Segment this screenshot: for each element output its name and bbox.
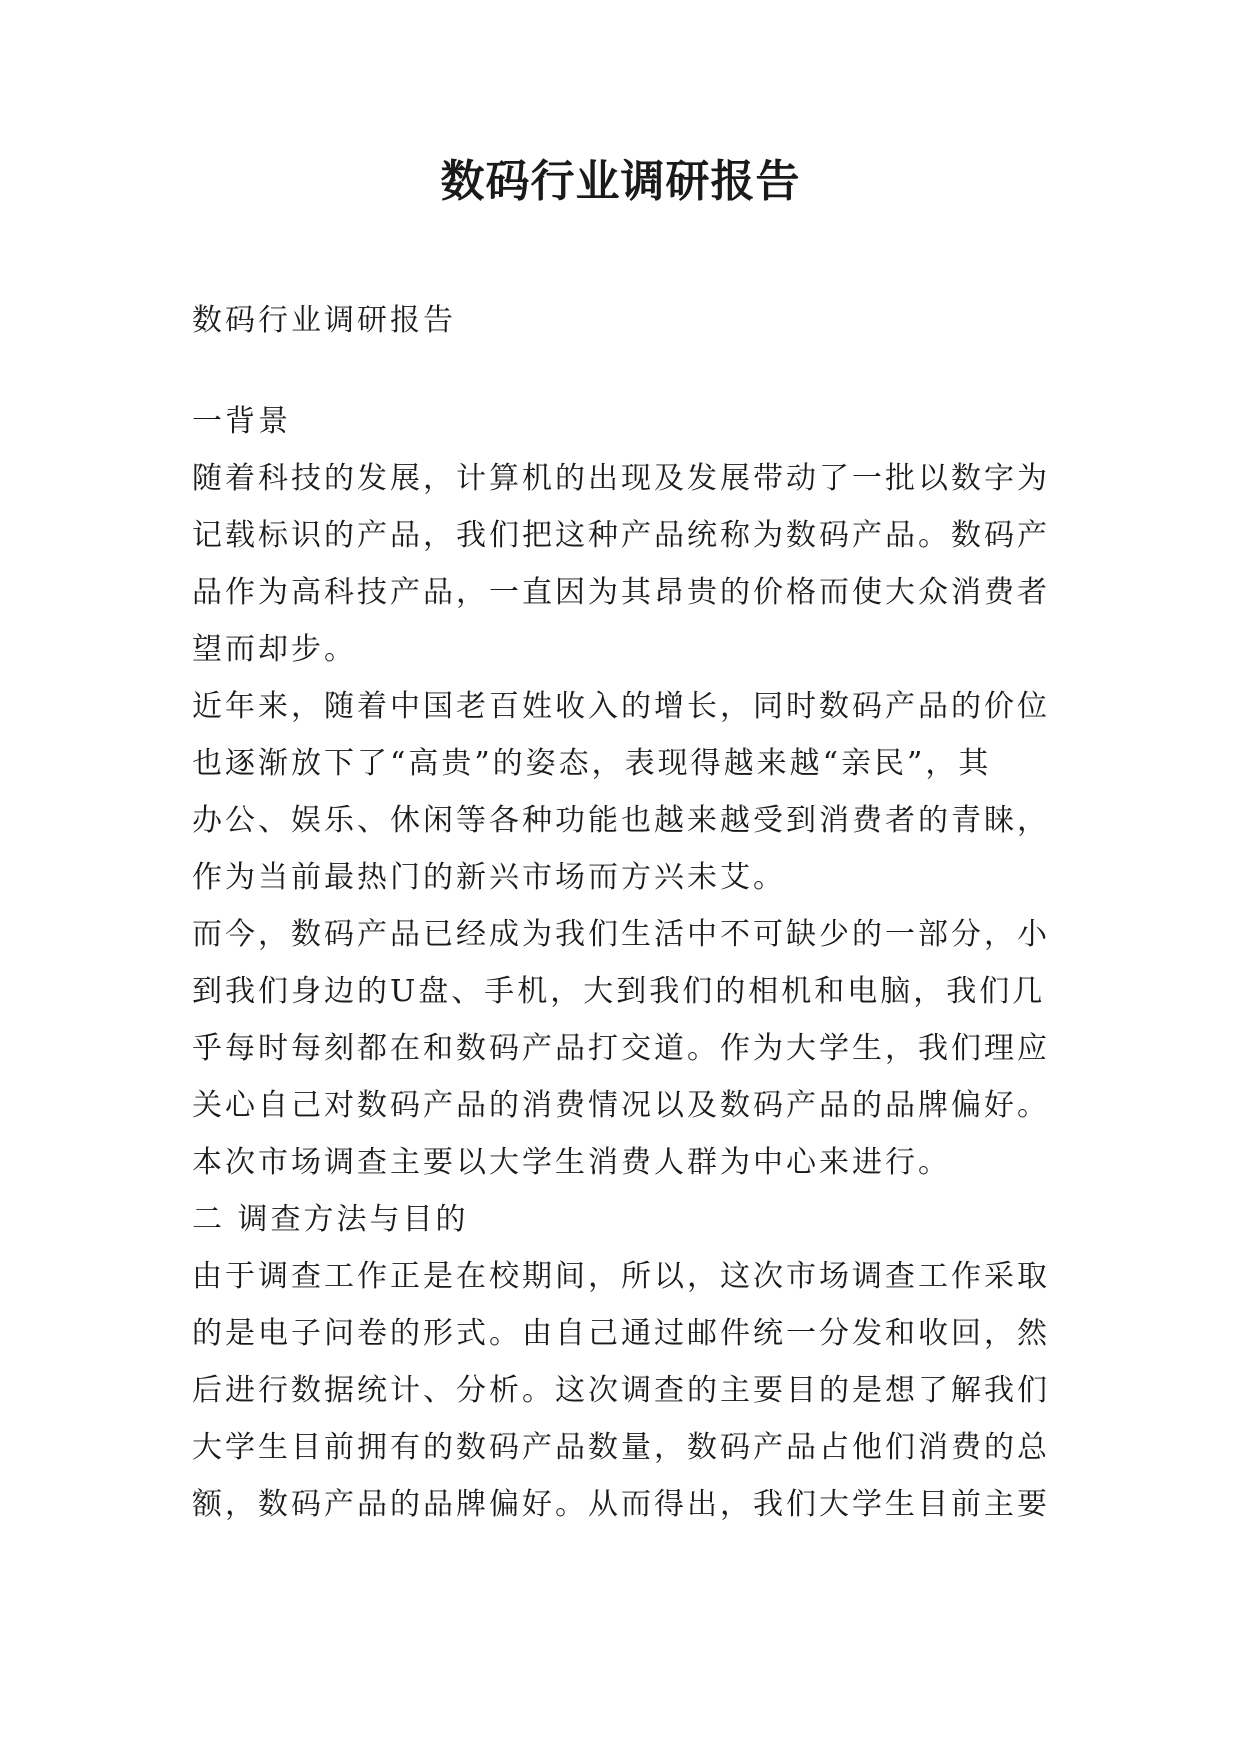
section-heading-methods: 二 调查方法与目的 bbox=[192, 1202, 469, 1237]
text-line: 记载标识的产品，我们把这种产品统称为数码产品。数码产 bbox=[192, 518, 1050, 553]
text-line: 品作为高科技产品，一直因为其昂贵的价格而使大众消费者 bbox=[192, 575, 1050, 610]
text-line: 办公、娱乐、休闲等各种功能也越来越受到消费者的青睐， bbox=[192, 803, 1050, 838]
document-subtitle: 数码行业调研报告 bbox=[192, 303, 456, 338]
text-line: 的是电子问卷的形式。由自己通过邮件统一分发和收回，然 bbox=[192, 1316, 1050, 1351]
text-line: 后进行数据统计、分析。这次调查的主要目的是想了解我们 bbox=[192, 1373, 1050, 1408]
text-line: 随着科技的发展，计算机的出现及发展带动了一批以数字为 bbox=[192, 461, 1050, 496]
text-line: 额，数码产品的品牌偏好。从而得出，我们大学生目前主要 bbox=[192, 1487, 1050, 1522]
text-line: 大学生目前拥有的数码产品数量，数码产品占他们消费的总 bbox=[192, 1430, 1050, 1465]
text-line: 也逐渐放下了“高贵”的姿态，表现得越来越“亲民”，其 bbox=[192, 746, 992, 781]
paragraph-gap bbox=[192, 349, 1072, 393]
text-line: 近年来，随着中国老百姓收入的增长，同时数码产品的价位 bbox=[192, 689, 1050, 724]
text-line: 由于调查工作正是在校期间，所以，这次市场调查工作采取 bbox=[192, 1259, 1050, 1294]
text-line: 望而却步。 bbox=[192, 632, 357, 667]
text-line: 乎每时每刻都在和数码产品打交道。作为大学生，我们理应 bbox=[192, 1031, 1050, 1066]
text-line: 本次市场调查主要以大学生消费人群为中心来进行。 bbox=[192, 1145, 951, 1180]
text-line: 关心自己对数码产品的消费情况以及数码产品的品牌偏好。 bbox=[192, 1088, 1050, 1123]
text-line: 作为当前最热门的新兴市场而方兴未艾。 bbox=[192, 860, 786, 895]
document-body bbox=[192, 292, 1072, 1533]
text-line: 而今，数码产品已经成为我们生活中不可缺少的一部分，小 bbox=[192, 917, 1050, 952]
section-heading-background: 一背景 bbox=[192, 404, 291, 439]
page-title: 数码行业调研报告 bbox=[440, 156, 801, 207]
text-line: 到我们身边的U盘、手机，大到我们的相机和电脑，我们几 bbox=[192, 974, 1046, 1009]
